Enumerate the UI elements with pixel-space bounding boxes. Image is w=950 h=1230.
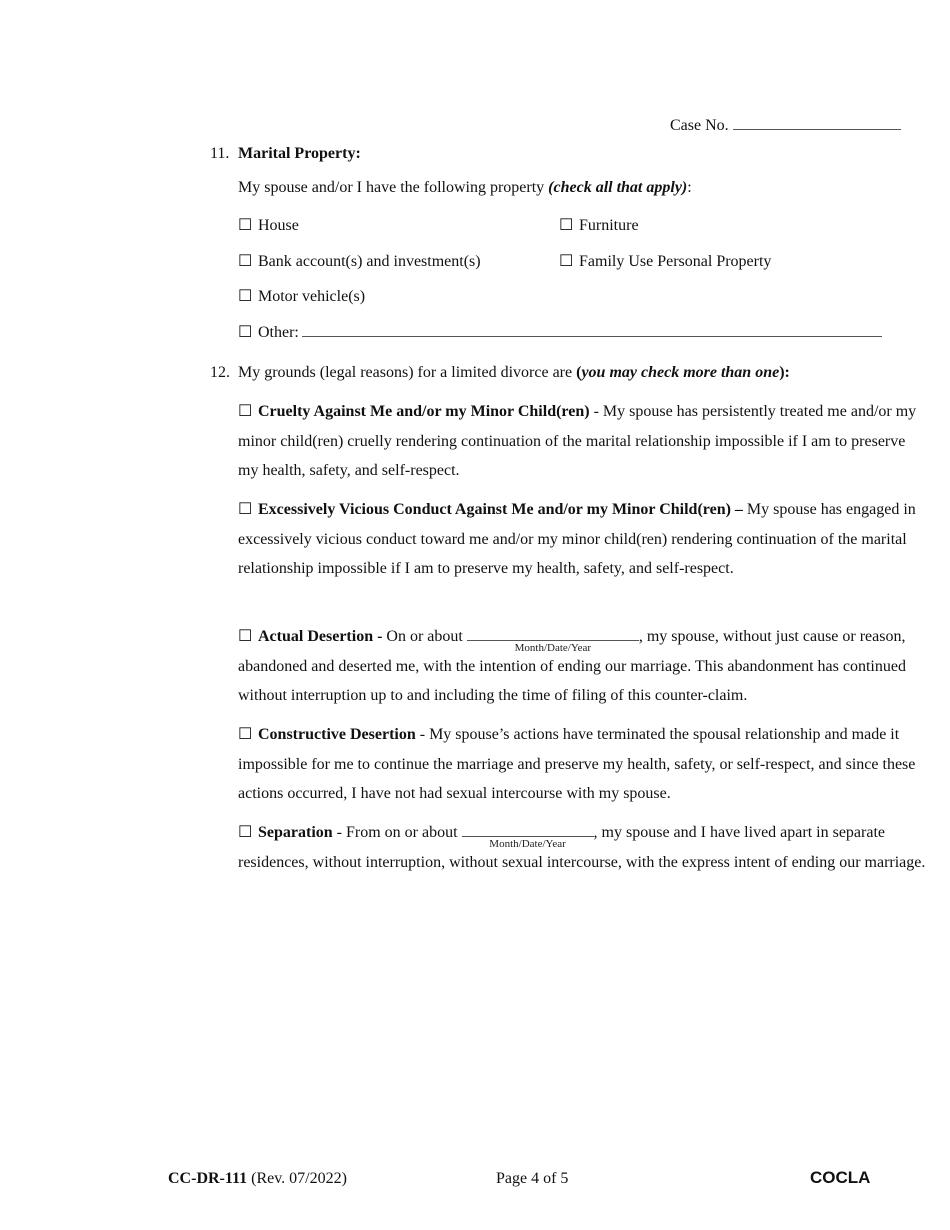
case-number	[670, 117, 901, 135]
form-id: CC-DR-111 (Rev. 07/2022)	[168, 1170, 347, 1187]
ground-vicious-conduct: ☐ Excessively Vicious Conduct Against Me and/or my Minor Child(ren) – My spouse has engaged in excessively vicious conduct toward me and/or my minor child(ren) rendering continuation of the marital relationship impossible if I am to preserve my health, safety, and self-respect.	[238, 495, 928, 584]
org-logo: COCLA	[810, 1168, 871, 1187]
checkbox-icon[interactable]: ☐	[238, 288, 253, 305]
checkbox-icon[interactable]: ☐	[559, 217, 574, 234]
option-other[interactable]: ☐ Other:	[238, 322, 882, 342]
desertion-date-field[interactable]	[467, 622, 639, 652]
checkbox-icon[interactable]: ☐	[238, 824, 253, 841]
checkbox-icon[interactable]: ☐	[238, 324, 253, 341]
ground-cruelty: ☐ Cruelty Against Me and/or my Minor Child(ren) - My spouse has persistently treated me and/or my minor child(ren) cruelly rendering continuation of the marital relationship impossible if I am to preserve my health, safety, and self-respect.	[238, 397, 928, 486]
checkbox-icon[interactable]: ☐	[238, 253, 253, 270]
separation-date-field[interactable]	[462, 818, 594, 848]
date-caption: Month/Date/Year	[514, 642, 592, 654]
ground-actual-desertion: ☐ Actual Desertion - On or about Month/Date/Year , my spouse, without just cause or reason, abandoned and deserted me, with the intention of ending our marriage. This abandonment has continued without interruption up to and including the time of filing of this counter-claim.	[238, 622, 928, 711]
section-11-intro: My spouse and/or I have the following property (check all that apply):	[238, 179, 692, 196]
other-field[interactable]	[302, 336, 882, 337]
option-house[interactable]: ☐ House	[238, 217, 299, 234]
page-number: Page 4 of 5	[496, 1170, 569, 1187]
section-11-number: 11.	[210, 145, 230, 162]
option-furniture[interactable]: ☐ Furniture	[559, 217, 639, 234]
case-number-label: Case No.	[670, 117, 729, 134]
section-11-title: Marital Property:	[238, 145, 361, 162]
ground-constructive-desertion: ☐ Constructive Desertion - My spouse’s actions have terminated the spousal relationship and made it impossible for me to continue the marriage and preserve my health, safety, or self-respect, and since these actions occurred, I have not had sexual intercourse with my spouse.	[238, 720, 928, 809]
checkbox-icon[interactable]: ☐	[238, 403, 253, 420]
case-number-field[interactable]	[733, 129, 901, 130]
checkbox-icon[interactable]: ☐	[238, 501, 253, 518]
section-12-number: 12.	[210, 364, 230, 381]
checkbox-icon[interactable]: ☐	[238, 726, 253, 743]
option-bank[interactable]: ☐ Bank account(s) and investment(s)	[238, 253, 481, 270]
checkbox-icon[interactable]: ☐	[238, 217, 253, 234]
option-motor[interactable]: ☐ Motor vehicle(s)	[238, 288, 366, 305]
section-12-intro: My grounds (legal reasons) for a limited divorce are (you may check more than one):	[238, 364, 790, 381]
checkbox-icon[interactable]: ☐	[238, 628, 253, 645]
ground-separation: ☐ Separation - From on or about Month/Date/Year , my spouse and I have lived apart in separate residences, without interruption, without sexual intercourse, with the express intent of ending our marriage.	[238, 818, 928, 877]
option-family-use[interactable]: ☐ Family Use Personal Property	[559, 253, 772, 270]
checkbox-icon[interactable]: ☐	[559, 253, 574, 270]
date-caption: Month/Date/Year	[489, 838, 566, 850]
